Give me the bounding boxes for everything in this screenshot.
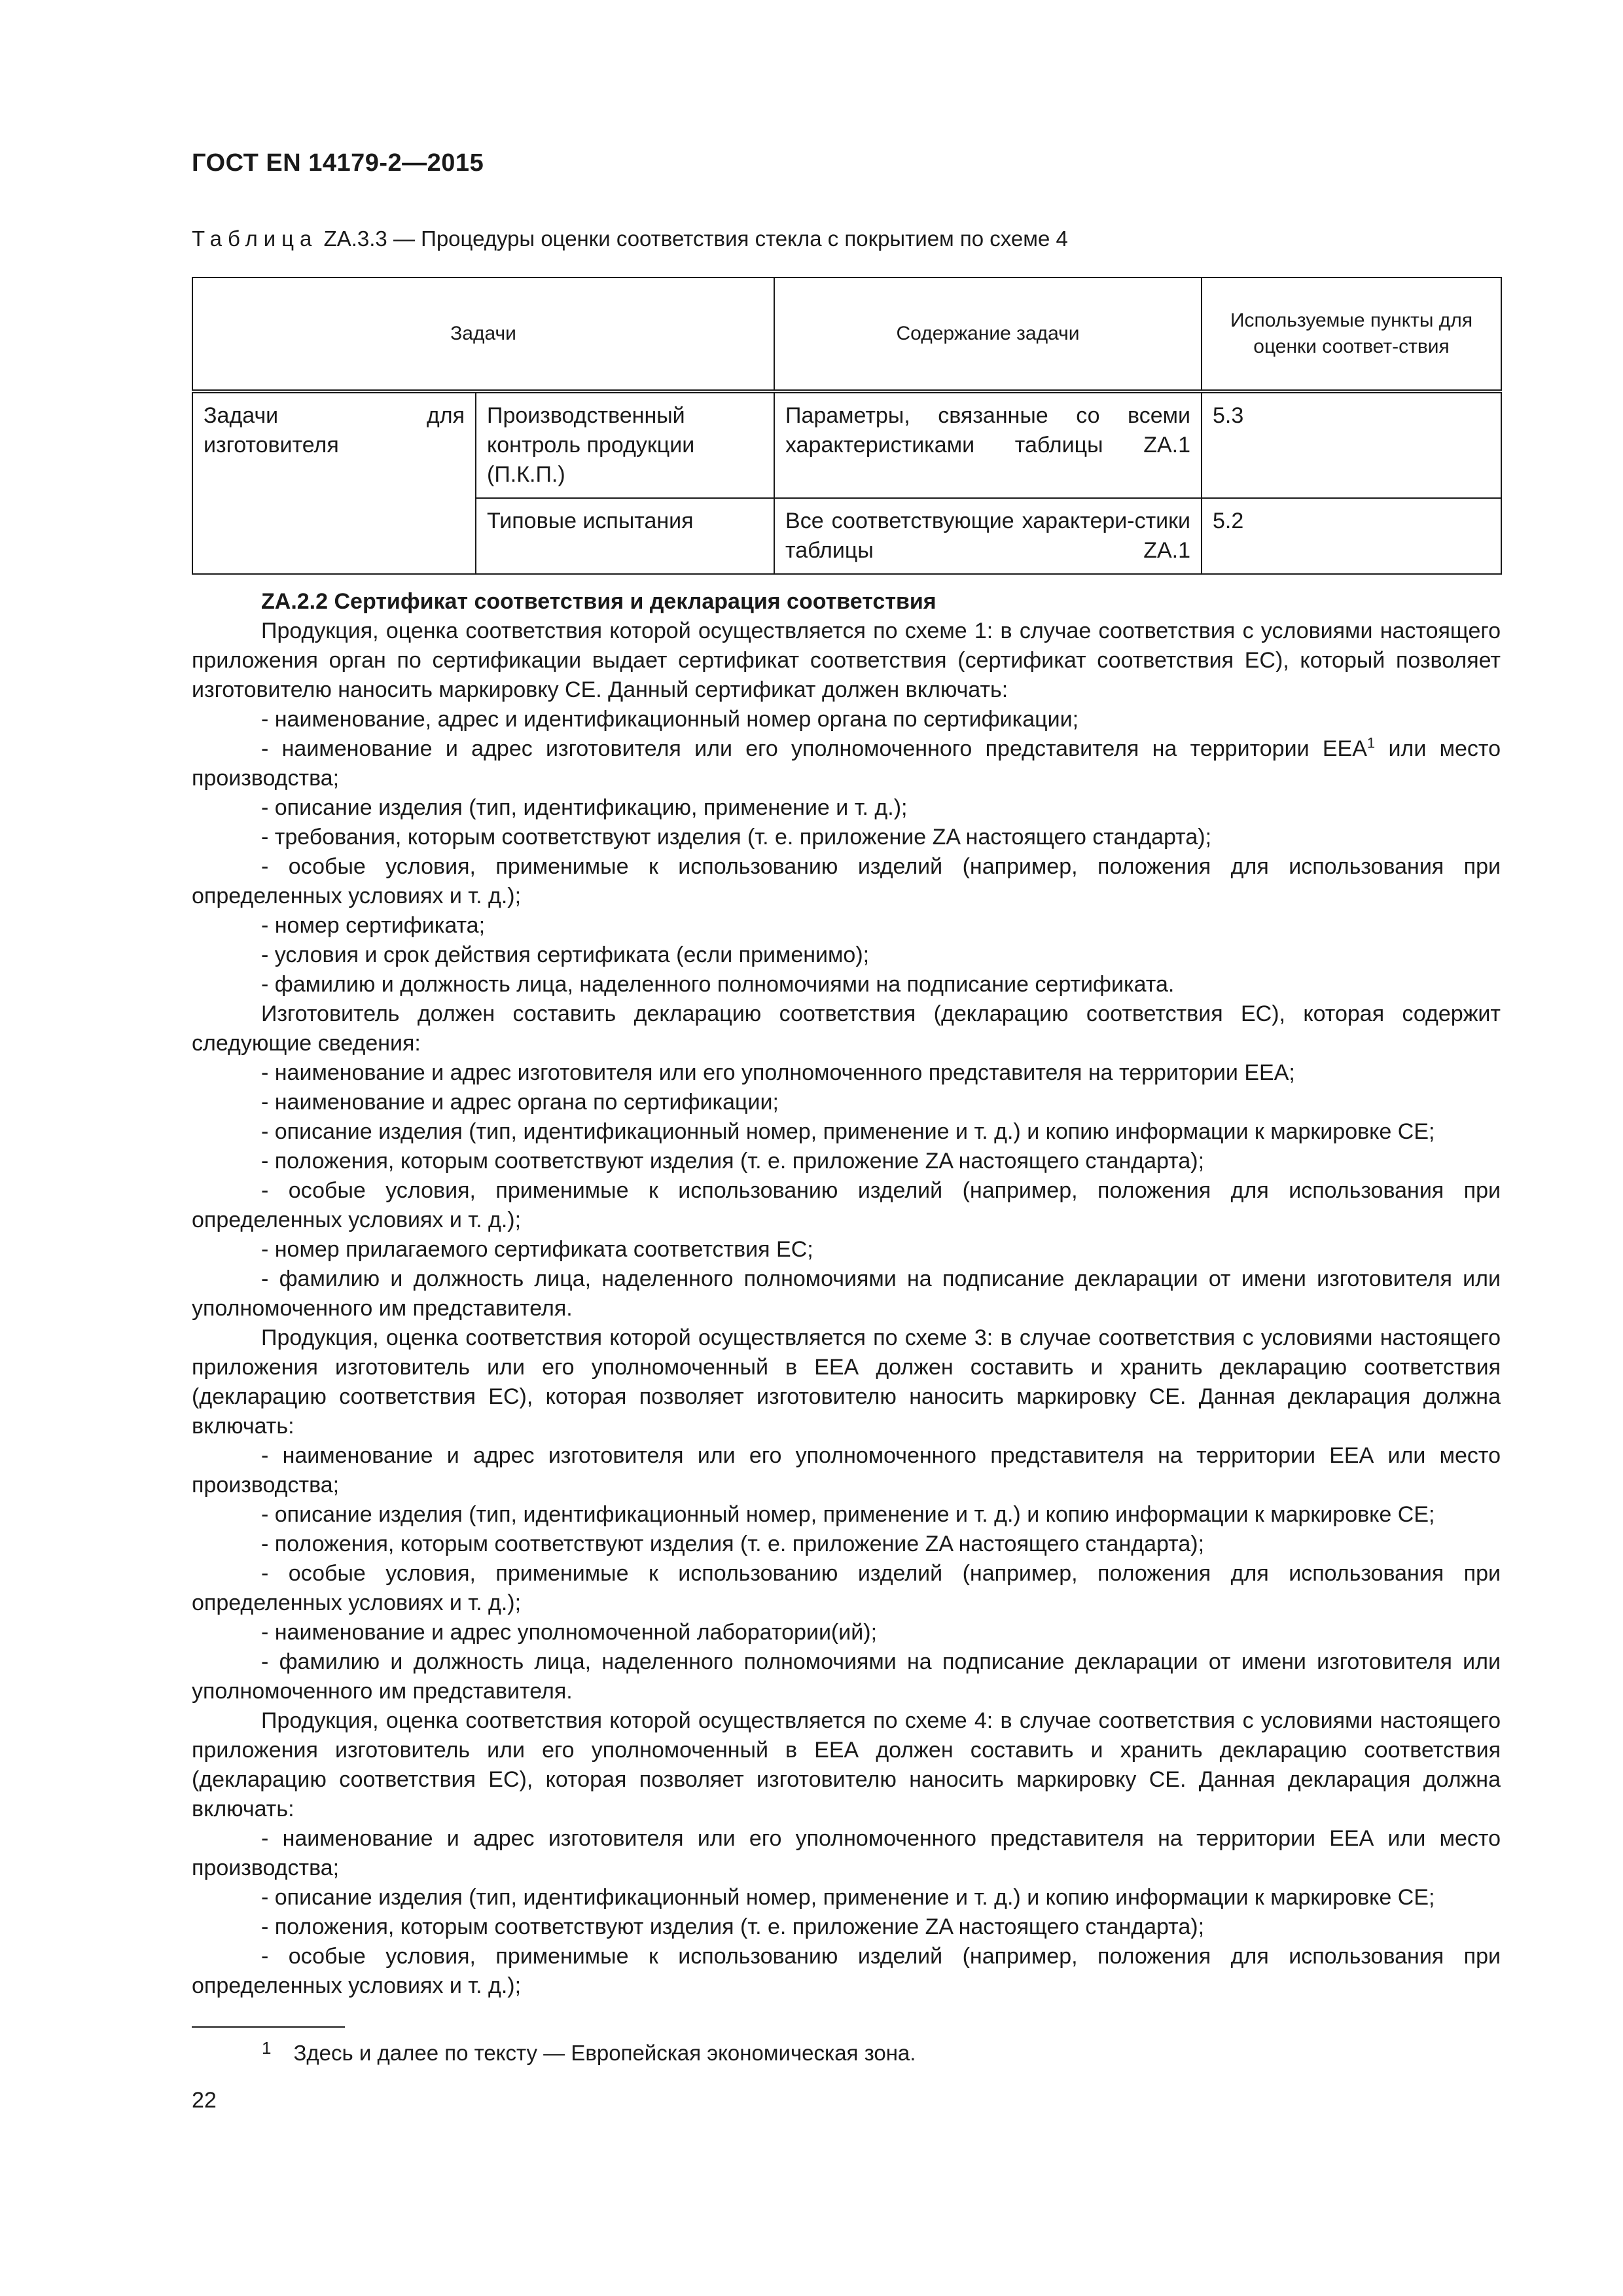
paragraph — [192, 1706, 1501, 1824]
paragraph-text: - особые условия, применимые к использованию изделий (например, положения для использования при определенных условиях и т. д.); — [192, 1561, 1501, 1615]
header-task-content: Содержание задачи — [774, 278, 1202, 391]
paragraph-text: - особые условия, применимые к использованию изделий (например, положения для использования при определенных условиях и т. д.); — [192, 1178, 1501, 1232]
page-number: 22 — [192, 2088, 217, 2113]
paragraph — [192, 1559, 1501, 1618]
paragraph — [192, 941, 1501, 970]
header-clauses: Используемые пункты для оценки соответ-ствия — [1202, 278, 1501, 391]
paragraph-text: - описание изделия (тип, идентификацию, применение и т. д.); — [261, 795, 908, 820]
paragraph — [192, 823, 1501, 852]
paragraph — [192, 1530, 1501, 1559]
paragraph-text: - наименование и адрес изготовителя или его уполномоченного представителя на территории ЕЕА; — [261, 1060, 1295, 1085]
footnote — [262, 2038, 916, 2066]
paragraph — [192, 1058, 1501, 1088]
paragraph-text: - особые условия, применимые к использованию изделий (например, положения для использования при определенных условиях и т. д.); — [192, 854, 1501, 908]
paragraph — [192, 970, 1501, 999]
paragraph-text: - фамилию и должность лица, наделенного полномочиями на подписание декларации от имени изготовителя или уполномоченного им представителя. — [192, 1266, 1501, 1321]
paragraph-text: - наименование и адрес изготовителя или его уполномоченного представителя на территории ЕЕА — [261, 736, 1367, 761]
footnote-text: Здесь и далее по тексту — Европейская экономическая зона. — [293, 2041, 916, 2065]
paragraph — [192, 1147, 1501, 1176]
section-title: ZA.2.2 Сертификат соответствия и декларация соответствия — [261, 589, 936, 614]
paragraph — [192, 1647, 1501, 1706]
table-caption-text: ZA.3.3 — Процедуры оценки соответствия стекла с покрытием по схеме 4 — [323, 226, 1068, 251]
group-label-word: Задачи — [204, 403, 279, 428]
header-tasks: Задачи — [192, 278, 774, 391]
footnote-mark: 1 — [262, 2038, 272, 2058]
paragraph-text-tail: или место производства; — [192, 736, 1501, 791]
paragraph — [192, 1500, 1501, 1530]
paragraph-text: - наименование и адрес изготовителя или его уполномоченного представителя на территории ЕЕА или место производства; — [192, 1826, 1501, 1880]
paragraph — [192, 999, 1501, 1058]
paragraph — [192, 1265, 1501, 1323]
section-body — [192, 587, 1501, 2001]
paragraph — [192, 1912, 1501, 1942]
cell-content: Все соответствующие характери-стики таблицы ZA.1 — [774, 498, 1202, 574]
paragraph-text: - наименование и адрес уполномоченной лаборатории(ий); — [261, 1620, 878, 1645]
paragraph-text: - наименование и адрес изготовителя или его уполномоченного представителя на территории ЕЕА или место производства; — [192, 1443, 1501, 1498]
group-label-word: для — [426, 403, 465, 428]
paragraph — [192, 1618, 1501, 1647]
paragraph — [192, 911, 1501, 941]
section-paragraphs — [192, 617, 1501, 2001]
paragraph-text: - положения, которым соответствуют изделия (т. е. приложение ZA настоящего стандарта); — [261, 1532, 1205, 1556]
table-caption — [192, 226, 1068, 251]
paragraph — [192, 1176, 1501, 1235]
paragraph — [192, 705, 1501, 734]
cell-task: Производственный контроль продукции (П.К.П.) — [476, 391, 774, 498]
cell-task: Типовые испытания — [476, 498, 774, 574]
paragraph-text: - описание изделия (тип, идентификационный номер, применение и т. д.) и копию информации к маркировке СЕ; — [261, 1119, 1435, 1144]
footnote-divider — [192, 2026, 345, 2028]
paragraph-text: - положения, которым соответствуют изделия (т. е. приложение ZA настоящего стандарта); — [261, 1914, 1205, 1939]
paragraph — [192, 793, 1501, 823]
paragraph-text: - номер прилагаемого сертификата соответствия ЕС; — [261, 1237, 813, 1262]
paragraph-text: - фамилию и должность лица, наделенного полномочиями на подписание декларации от имени изготовителя или уполномоченного им представителя. — [192, 1649, 1501, 1704]
paragraph — [192, 1117, 1501, 1147]
paragraph-text: - описание изделия (тип, идентификационный номер, применение и т. д.) и копию информации к маркировке СЕ; — [261, 1502, 1435, 1527]
paragraph-text: Изготовитель должен составить декларацию соответствия (декларацию соответствия ЕС), которая содержит следующие сведения: — [192, 1001, 1501, 1056]
paragraph-text: - положения, которым соответствуют изделия (т. е. приложение ZA настоящего стандарта); — [261, 1149, 1205, 1174]
paragraph-text: - описание изделия (тип, идентификационный номер, применение и т. д.) и копию информации к маркировке СЕ; — [261, 1885, 1435, 1910]
table-caption-label: Таблица — [192, 226, 318, 251]
paragraph — [192, 1441, 1501, 1500]
paragraph-text: - наименование и адрес органа по сертификации; — [261, 1090, 779, 1115]
paragraph — [192, 1942, 1501, 2001]
paragraph-text: - фамилию и должность лица, наделенного полномочиями на подписание сертификата. — [261, 972, 1175, 997]
paragraph-text: - требования, которым соответствуют изделия (т. е. приложение ZA настоящего стандарта); — [261, 825, 1212, 850]
cell-clauses: 5.3 — [1202, 391, 1501, 498]
table-header-row — [192, 278, 1501, 391]
cell-content: Параметры, связанные со всеми характеристиками таблицы ZA.1 — [774, 391, 1202, 498]
cell-clauses: 5.2 — [1202, 498, 1501, 574]
conformity-table — [192, 277, 1502, 575]
paragraph-text: Продукция, оценка соответствия которой осуществляется по схеме 3: в случае соответствия с условиями настоящего приложения изготовитель или его уполномоченный в ЕЕА должен составить и хранить декларацию соответствия (декларацию соответствия ЕС), которая позволяет изготовителю наносить маркировку СЕ. Данная декларация должна включать: — [192, 1325, 1501, 1439]
cell-group-label — [192, 391, 476, 574]
paragraph — [192, 1824, 1501, 1883]
paragraph-text: Продукция, оценка соответствия которой осуществляется по схеме 4: в случае соответствия с условиями настоящего приложения изготовитель или его уполномоченный в ЕЕА должен составить и хранить декларацию соответствия (декларацию соответствия ЕС), которая позволяет изготовителю наносить маркировку СЕ. Данная декларация должна включать: — [192, 1708, 1501, 1821]
paragraph — [192, 1883, 1501, 1912]
paragraph — [192, 734, 1501, 793]
paragraph-text: - особые условия, применимые к использованию изделий (например, положения для использования при определенных условиях и т. д.); — [192, 1944, 1501, 1998]
paragraph — [192, 1235, 1501, 1265]
table-row — [192, 391, 1501, 498]
paragraph-text: Продукция, оценка соответствия которой осуществляется по схеме 1: в случае соответствия с условиями настоящего приложения орган по сертификации выдает сертификат соответствия (сертификат соответствия ЕС), который позволяет изготовителю наносить маркировку СЕ. Данный сертификат должен включать: — [192, 619, 1501, 702]
group-label-word: изготовителя — [204, 433, 339, 457]
paragraph-text: - условия и срок действия сертификата (если применимо); — [261, 942, 870, 967]
document-header: ГОСТ EN 14179-2—2015 — [192, 149, 484, 177]
paragraph — [192, 1088, 1501, 1117]
footnote-ref: 1 — [1366, 734, 1376, 751]
paragraph — [192, 1323, 1501, 1441]
paragraph — [192, 852, 1501, 911]
paragraph — [192, 617, 1501, 705]
paragraph-text: - наименование, адрес и идентификационный номер органа по сертификации; — [261, 707, 1079, 732]
paragraph-text: - номер сертификата; — [261, 913, 486, 938]
